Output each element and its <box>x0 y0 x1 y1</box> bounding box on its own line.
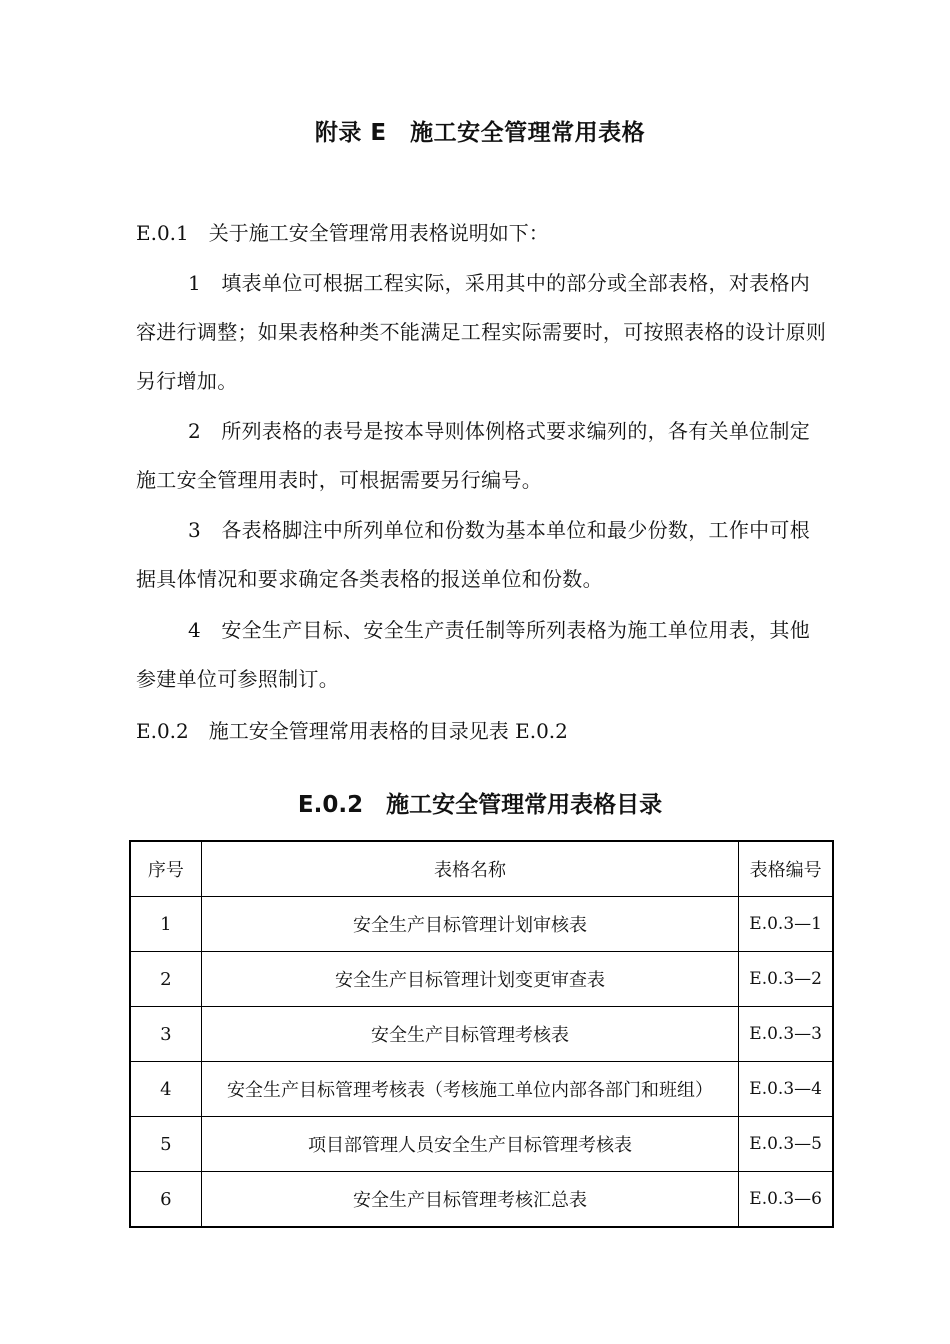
row-form-code: E.0.3—5 <box>739 1117 833 1172</box>
row-form-name: 项目部管理人员安全生产目标管理考核表 <box>201 1117 739 1172</box>
row-form-name: 安全生产目标管理考核表 <box>201 1007 739 1062</box>
row-number: 4 <box>130 1062 201 1117</box>
row-form-code: E.0.3—6 <box>739 1172 833 1228</box>
clause-e01: E.0.1 关于施工安全管理常用表格说明如下： <box>136 221 549 245</box>
table-title: E.0.2 施工安全管理常用表格目录 <box>297 792 663 818</box>
row-number: 5 <box>130 1117 201 1172</box>
clause-e02: E.0.2 施工安全管理常用表格的目录见表 E.0.2 <box>136 719 568 743</box>
table-header-row <box>130 841 833 897</box>
row-form-name: 安全生产目标管理考核汇总表 <box>201 1172 739 1228</box>
row-form-name: 安全生产目标管理计划变更审查表 <box>201 952 739 1007</box>
row-number: 2 <box>130 952 201 1007</box>
table-row <box>130 1062 833 1117</box>
table-row <box>130 897 833 952</box>
appendix-title: 附录 E 施工安全管理常用表格 <box>314 120 646 146</box>
row-number: 1 <box>130 897 201 952</box>
catalog-table <box>129 840 834 1228</box>
paragraph-2: 2 所列表格的表号是按本导则体例格式要求编列的，各有关单位制定施工安全管理用表时，可根据需要另行编号。 <box>136 419 811 492</box>
table-row <box>130 1172 833 1228</box>
paragraph-4: 4 安全生产目标、安全生产责任制等所列表格为施工单位用表，其他参建单位可参照制订。 <box>136 618 811 691</box>
header-form-code: 表格编号 <box>739 841 833 897</box>
row-form-name: 安全生产目标管理计划审核表 <box>201 897 739 952</box>
header-serial-number: 序号 <box>130 841 201 897</box>
table-row <box>130 1007 833 1062</box>
paragraph-1: 1 填表单位可根据工程实际，采用其中的部分或全部表格，对表格内容进行调整；如果表格种类不能满足工程实际需要时，可按照表格的设计原则另行增加。 <box>136 271 827 393</box>
row-form-code: E.0.3—1 <box>739 897 833 952</box>
row-form-code: E.0.3—4 <box>739 1062 833 1117</box>
row-number: 6 <box>130 1172 201 1228</box>
row-form-code: E.0.3—3 <box>739 1007 833 1062</box>
table-row <box>130 952 833 1007</box>
paragraph-3: 3 各表格脚注中所列单位和份数为基本单位和最少份数，工作中可根据具体情况和要求确定各类表格的报送单位和份数。 <box>136 518 811 591</box>
header-form-name: 表格名称 <box>201 841 739 897</box>
row-form-name: 安全生产目标管理考核表（考核施工单位内部各部门和班组） <box>201 1062 739 1117</box>
table-row <box>130 1117 833 1172</box>
row-number: 3 <box>130 1007 201 1062</box>
row-form-code: E.0.3—2 <box>739 952 833 1007</box>
